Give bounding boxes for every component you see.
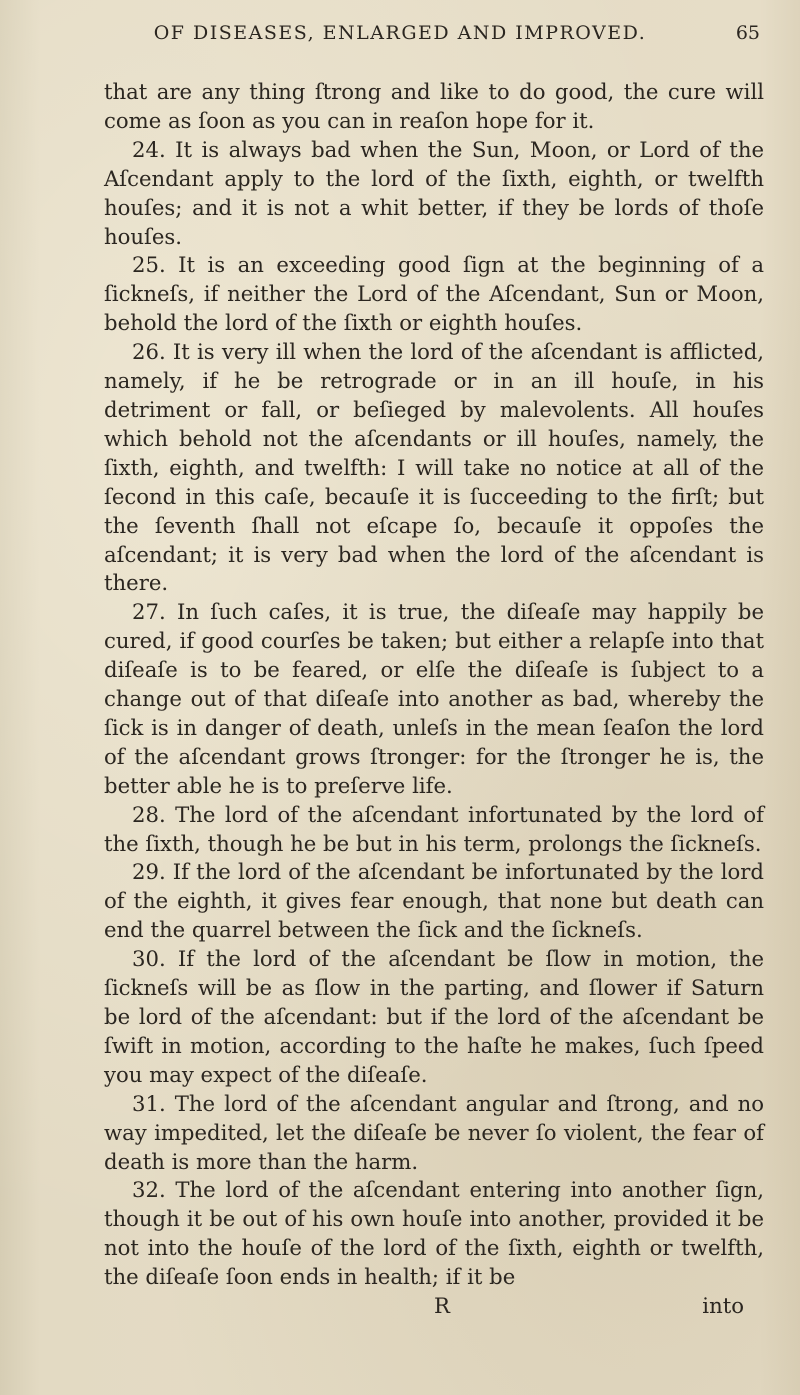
page-number: 65: [735, 22, 760, 44]
page-footer: [104, 1292, 764, 1321]
paragraph-25: 25. It is an exceeding good ſign at the beginning of a ſickneſs, if neither the Lord of the Aſcendant, Sun or Moon, behold the lord of the ſixth or eighth houſes.: [104, 252, 764, 336]
signature-mark: R: [434, 1293, 450, 1319]
paragraph-24: 24. It is always bad when the Sun, Moon, or Lord of the Aſcendant apply to the lord of the ſixth, eighth, or twelfth houſes; and it is not a whit better, if they be lords of thoſe houſes.: [104, 136, 764, 249]
paragraph-30: 30. If the lord of the aſcendant be ſlow in motion, the ſickneſs will be as ſlow in the parting, and ſlower if Saturn be lord of the aſcendant: but if the lord of the aſcendant be ſwift in motion, according to the haſte he makes, ſuch ſpeed you may expect of the diſeaſe.: [104, 946, 764, 1087]
paragraph-continuation: that are any thing ſtrong and like to do good, the cure will come as ſoon as you can in reaſon hope for it.: [104, 79, 764, 133]
catchword: into: [702, 1293, 744, 1319]
paragraph-31: 31. The lord of the aſcendant angular and ſtrong, and no way impedited, let the diſeaſe be never ſo violent, the fear of death is more than the harm.: [104, 1090, 764, 1174]
running-head: OF DISEASES, ENLARGED AND IMPROVED.: [153, 22, 647, 44]
paragraph-26: 26. It is very ill when the lord of the aſcendant is afflicted, namely, if he be retrograde or in an ill houſe, in his detriment or fall, or beſieged by malevolents. All houſes which behold not the aſcendants or ill houſes, namely, the ſixth, eighth, and twelfth: I will take no notice at all of the ſecond in this caſe, becauſe it is ſucceeding to the firſt; but the ſeventh ſhall not eſcape ſo, becauſe it oppoſes the aſcendant; it is very bad when the lord of the aſcendant is there.: [104, 339, 764, 596]
body-text: [104, 78, 764, 1321]
paragraph-28: 28. The lord of the aſcendant infortunated by the lord of the ſixth, though he be but in his term, prolongs the ſickneſs.: [104, 801, 764, 856]
paragraph-27: 27. In ſuch caſes, it is true, the diſeaſe may happily be cured, if good courſes be taken; but either a relapſe into that diſeaſe is to be feared, or elſe the diſeaſe is ſubject to a change out of that diſeaſe into another as bad, whereby the ſick is in danger of death, unleſs in the mean ſeaſon the lord of the aſcendant grows ſtronger: for the ſtronger he is, the better able he is to preſerve life.: [104, 599, 764, 798]
paragraph-29: 29. If the lord of the aſcendant be infortunated by the lord of the eighth, it gives fear enough, that none but death can end the quarrel between the ſick and the ſickneſs.: [104, 859, 764, 943]
page-header: [110, 22, 760, 52]
paragraph-32: 32. The lord of the aſcendant entering into another ſign, though it be out of his own houſe into another, provided it be not into the houſe of the lord of the ſixth, eighth or twelfth, the diſeaſe ſoon ends in health; if it be: [104, 1177, 764, 1290]
